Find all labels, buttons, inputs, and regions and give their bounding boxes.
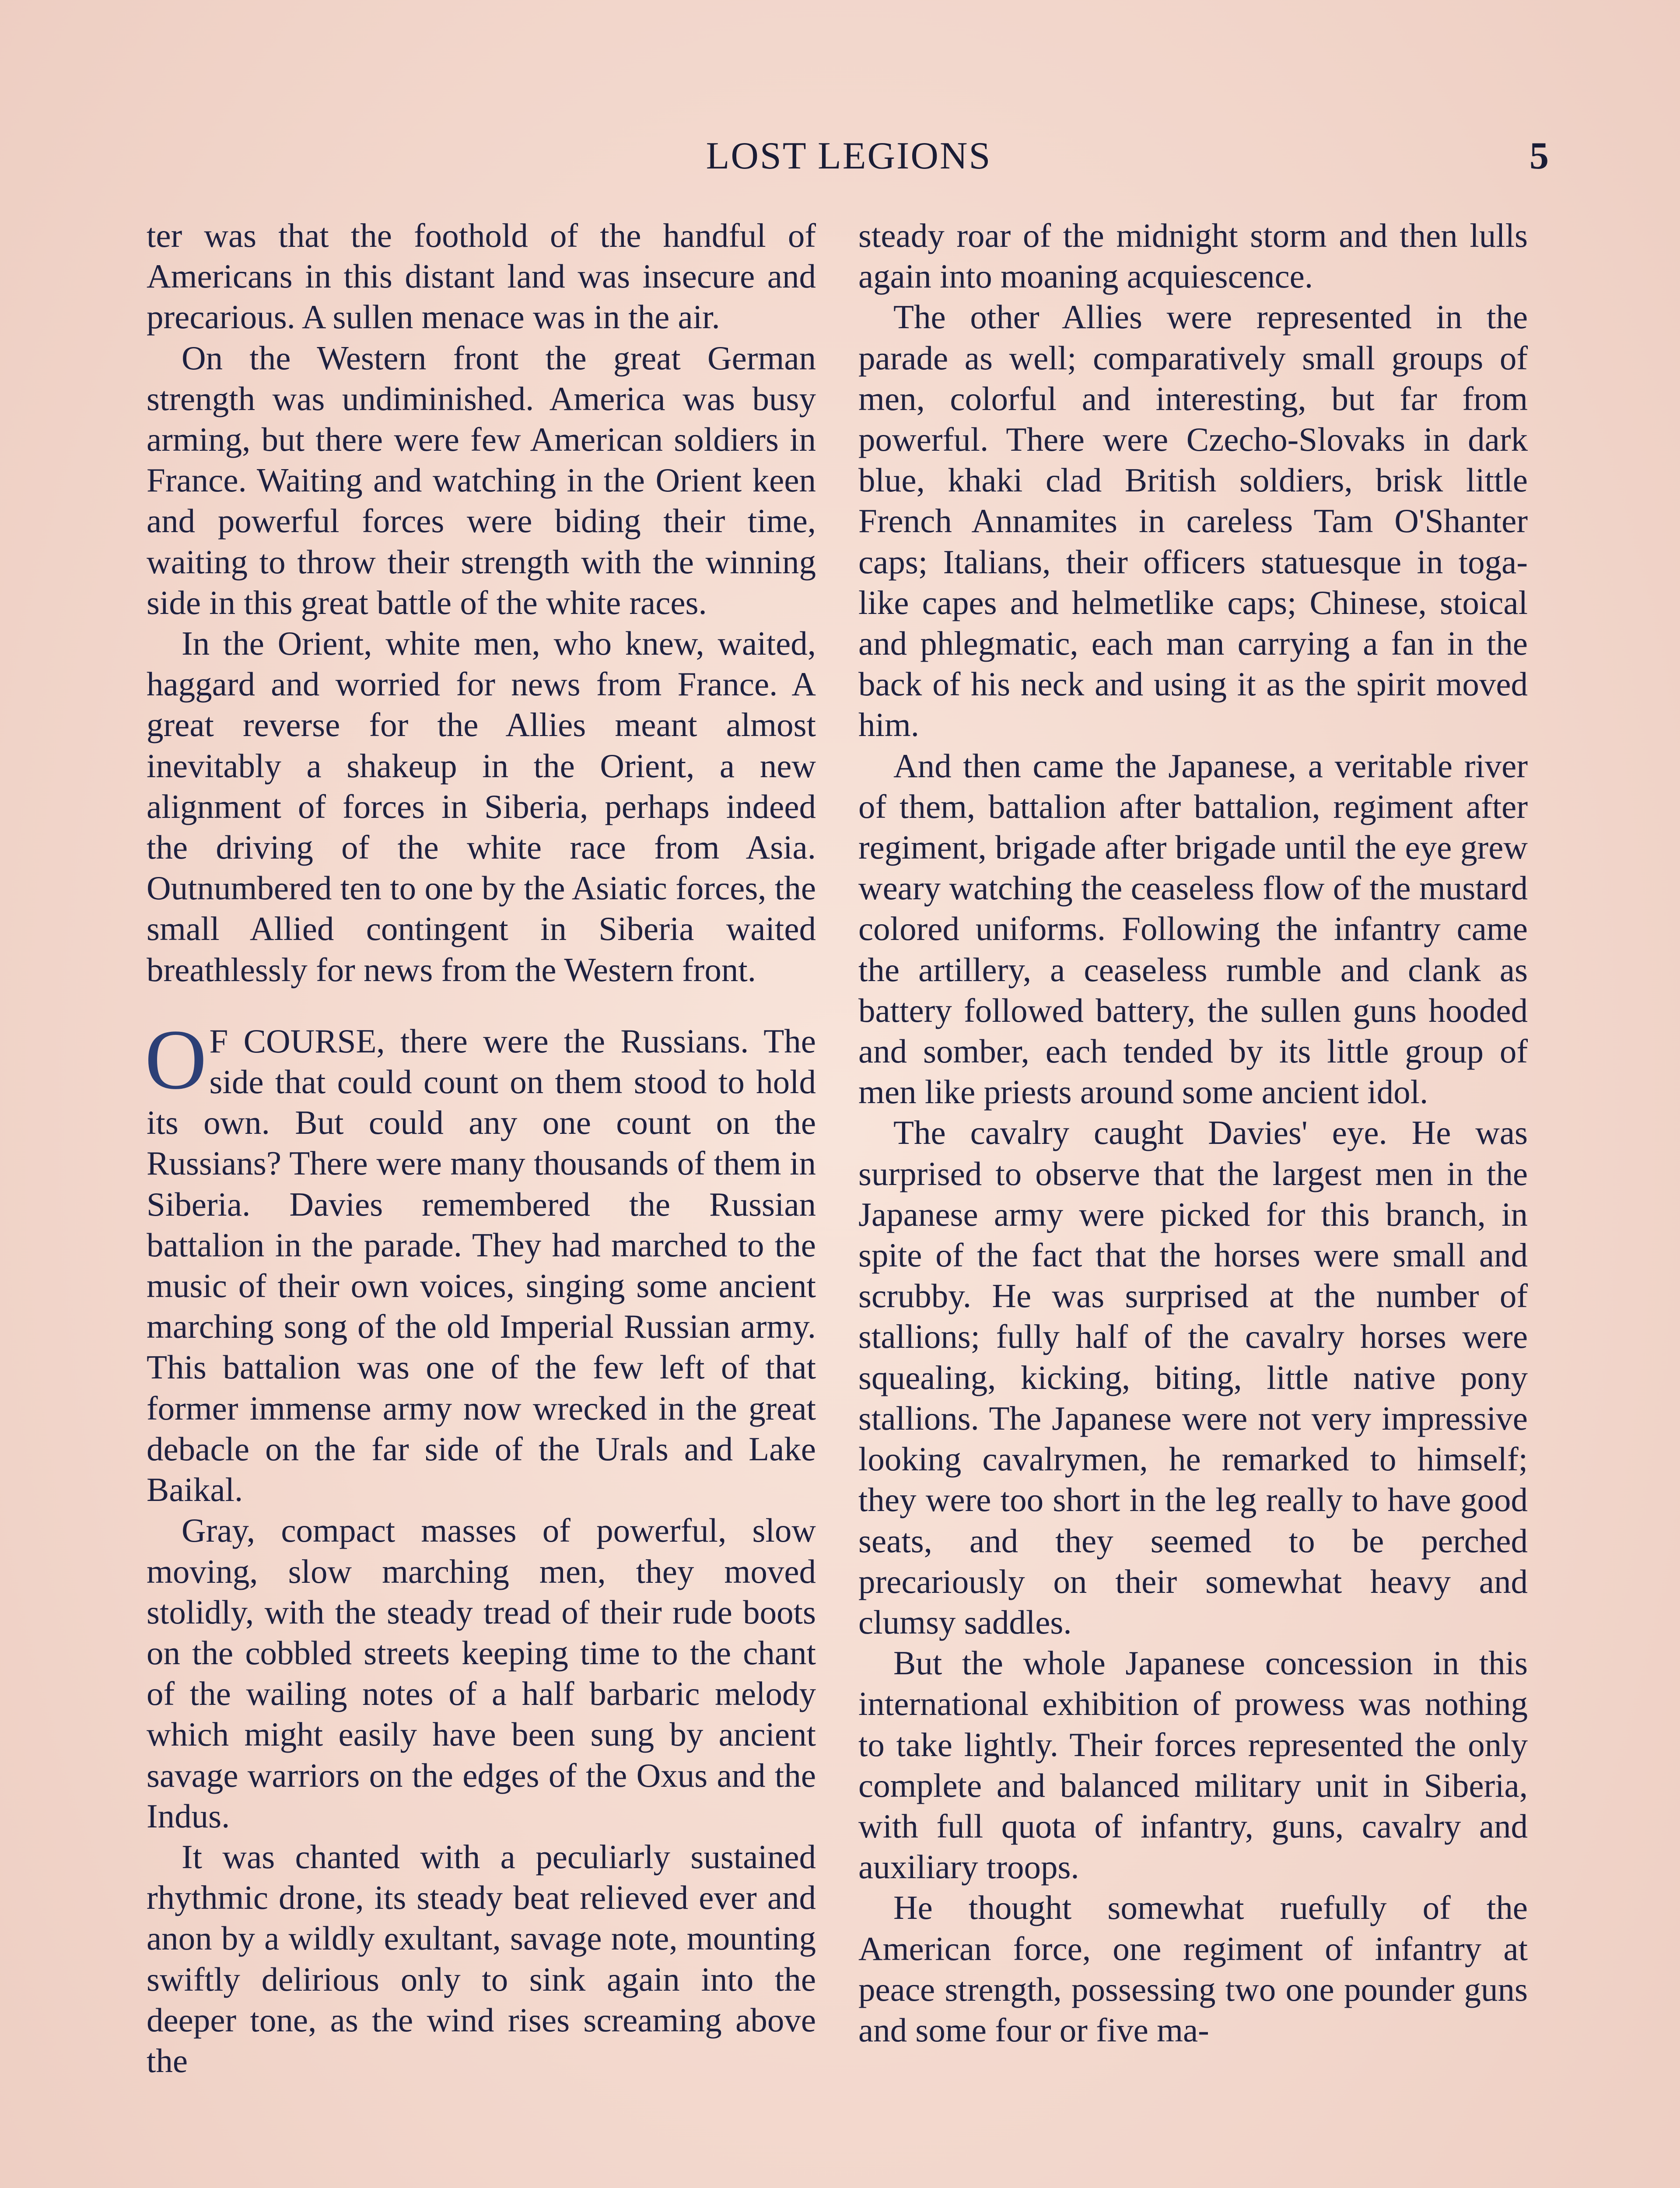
left-column <box>147 215 816 2081</box>
paragraph: steady roar of the midnight storm and then lulls again into moaning acquiescence. <box>858 217 1528 295</box>
drop-cap: O <box>145 1012 207 1107</box>
paragraph: Gray, compact masses of powerful, slow moving, slow marching men, they moved stolidly, with the steady tread of their rude boots on the cobbled streets keeping time to the chant of the wailing notes of a half barbaric melody which might easily have been sung by ancient savage warriors on the edges of the Oxus and the Indus. <box>147 1511 816 1835</box>
paragraph: He thought somewhat ruefully of the American force, one regiment of infantry at peace strength, possessing two one pounder guns and some four or five ma- <box>858 1889 1528 2049</box>
running-title: LOST LEGIONS <box>706 135 992 177</box>
paragraph: The other Allies were represented in the parade as well; comparatively small groups of men, colorful and interesting, but far from powerful. There were Czecho-Slovaks in dark blue, khaki clad British soldiers, brisk little French Annamites in careless Tam O'Shanter caps; Italians, their officers statuesque in toga-like capes and helmetlike caps; Chinese, stoical and phlegmatic, each man carrying a fan in the back of his neck and using it as the spirit moved him. <box>858 298 1528 744</box>
paragraph: But the whole Japanese concession in this international exhibition of prowess was nothing to take lightly. Their forces represented the only complete and balanced military unit in Siberia, with full quota of infantry, guns, cavalry and auxiliary troops. <box>858 1644 1528 1886</box>
paragraph: The cavalry caught Davies' eye. He was surprised to observe that the largest men in the Japanese army were picked for this branch, in spite of the fact that the horses were small and scrubby. He was surprised at the number of stallions; fully half of the cavalry horses were squealing, kicking, biting, little native pony stallions. The Japanese were not very impressive looking cavalrymen, he remarked to himself; they were too short in the leg really to have good seats, and they seemed to be perched precariously on their somewhat heavy and clumsy saddles. <box>858 1114 1528 1641</box>
right-column <box>858 215 1528 2051</box>
paragraph-text: F COURSE, there were the Russians. The side that could count on them stood to hold its own. But could any one count on the Russians? There were many thousands of them in Siberia. Davies remembered the Russian battalion in the parade. They had marched to the music of their own voices, singing some ancient marching song of the old Imperial Russian army. This battalion was one of the few left of that former immense army now wrecked in the great debacle on the far side of the Urals and Lake Baikal. <box>147 1022 816 1509</box>
paragraph: In the Orient, white men, who knew, waited, haggard and worried for news from France. A great reverse for the Allies meant almost inevitably a shakeup in the Orient, a new alignment of forces in Siberia, perhaps indeed the driving of the white race from Asia. Outnumbered ten to one by the Asiatic forces, the small Allied contingent in Siberia waited breathlessly for news from the Western front. <box>147 624 816 989</box>
paragraph: And then came the Japanese, a veritable river of them, battalion after battalion, regiment after regiment, brigade after brigade until the eye grew weary watching the ceaseless flow of the mustard colored uniforms. Following the infantry came the artillery, a ceaseless rumble and clank as battery followed battery, the sullen guns hooded and somber, each tended by its little group of men like priests around some ancient idol. <box>858 747 1528 1111</box>
paragraph: ter was that the foothold of the handful of Americans in this distant land was insecure and precarious. A sullen menace was in the air. <box>147 217 816 336</box>
page-number: 5 <box>1530 135 1549 177</box>
section-paragraph <box>145 1012 816 1510</box>
paragraph: On the Western front the great German strength was undiminished. America was busy arming, but there were few American soldiers in France. Waiting and watching in the Orient keen and powerful forces were biding their time, waiting to throw their strength with the winning side in this great battle of the white races. <box>147 339 816 621</box>
paragraph: It was chanted with a peculiarly sustained rhythmic drone, its steady beat relieved ever and anon by a wildly exultant, savage note, mounting swiftly delirious only to sink again into the deeper tone, as the wind rises screaming above the <box>147 1837 816 2079</box>
running-header <box>149 131 1549 184</box>
